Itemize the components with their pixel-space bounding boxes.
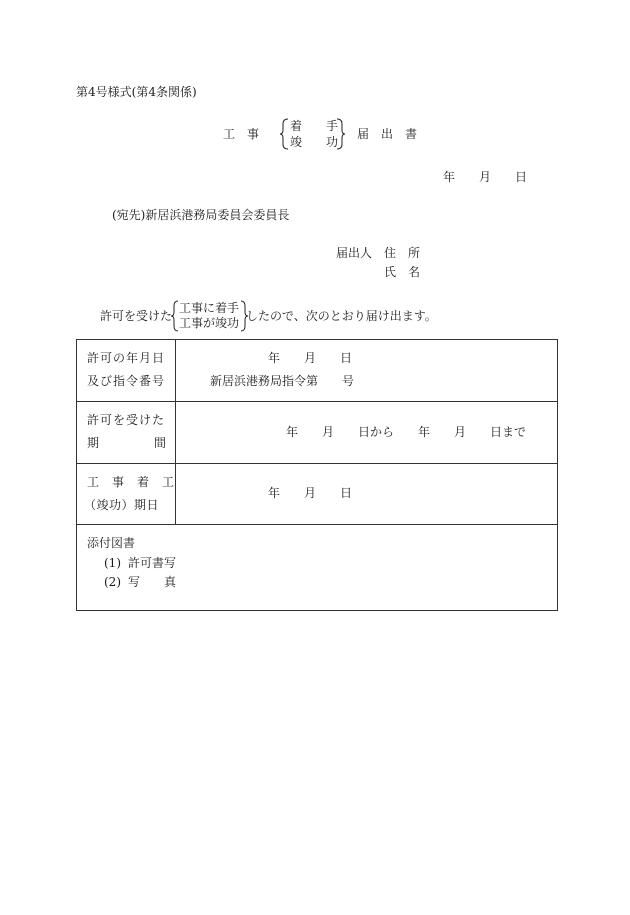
table-row-divider-1 (76, 401, 557, 402)
row2-value-period: 年 月 日から 年 月 日まで (286, 425, 527, 439)
statement-suffix: したので、次のとおり届け出ます。 (246, 309, 437, 323)
row2-label-line2-left: 期 (87, 436, 100, 450)
statement-brace-bottom: 工事が竣功 (179, 316, 240, 330)
date-line: 年 月 日 (443, 170, 528, 184)
row2-label-line2-right: 間 (154, 436, 167, 450)
table-row-divider-3 (76, 524, 557, 525)
form-number: 第4号様式(第4条関係) (76, 85, 197, 99)
applicant-address-label: 住 所 (384, 246, 421, 260)
title-right-brace (336, 118, 346, 150)
applicant-label: 届出人 (336, 246, 373, 260)
row3-value-date: 年 月 日 (268, 486, 353, 500)
attachment-2-text: 写 真 (128, 575, 177, 589)
attachment-2-number: (2) (104, 575, 121, 589)
attachment-1-text: 許可書写 (128, 556, 177, 570)
table-column-divider (175, 339, 176, 525)
title-brace-top: 着 手 (290, 119, 339, 133)
row1-value-date: 年 月 日 (268, 351, 353, 365)
title-left-brace (279, 118, 289, 150)
title-right: 届 出 書 (357, 127, 418, 141)
statement-prefix: 許可を受けた (100, 309, 173, 323)
row1-label-line1: 許可の年月日 (87, 351, 166, 365)
table-row-divider-2 (76, 463, 557, 464)
statement-left-brace (170, 300, 179, 332)
row1-value-number: 新居浜港務局指令第 号 (210, 374, 355, 388)
row3-label-line1: 工 事 着 工 (87, 475, 175, 489)
statement-brace-top: 工事に着手 (179, 301, 240, 315)
row2-label-line1: 許可を受けた (87, 413, 166, 427)
addressee: (宛先)新居浜港務局委員会委員長 (112, 208, 290, 222)
title-brace-bottom: 竣 功 (290, 135, 339, 149)
attachments-title: 添付図書 (87, 536, 136, 550)
title-left: 工 事 (223, 127, 260, 141)
applicant-name-label: 氏 名 (384, 265, 421, 279)
row1-label-line2: 及び指令番号 (87, 374, 166, 388)
attachment-1-number: (1) (104, 556, 121, 570)
row3-label-line2: （竣功）期日 (84, 498, 160, 512)
